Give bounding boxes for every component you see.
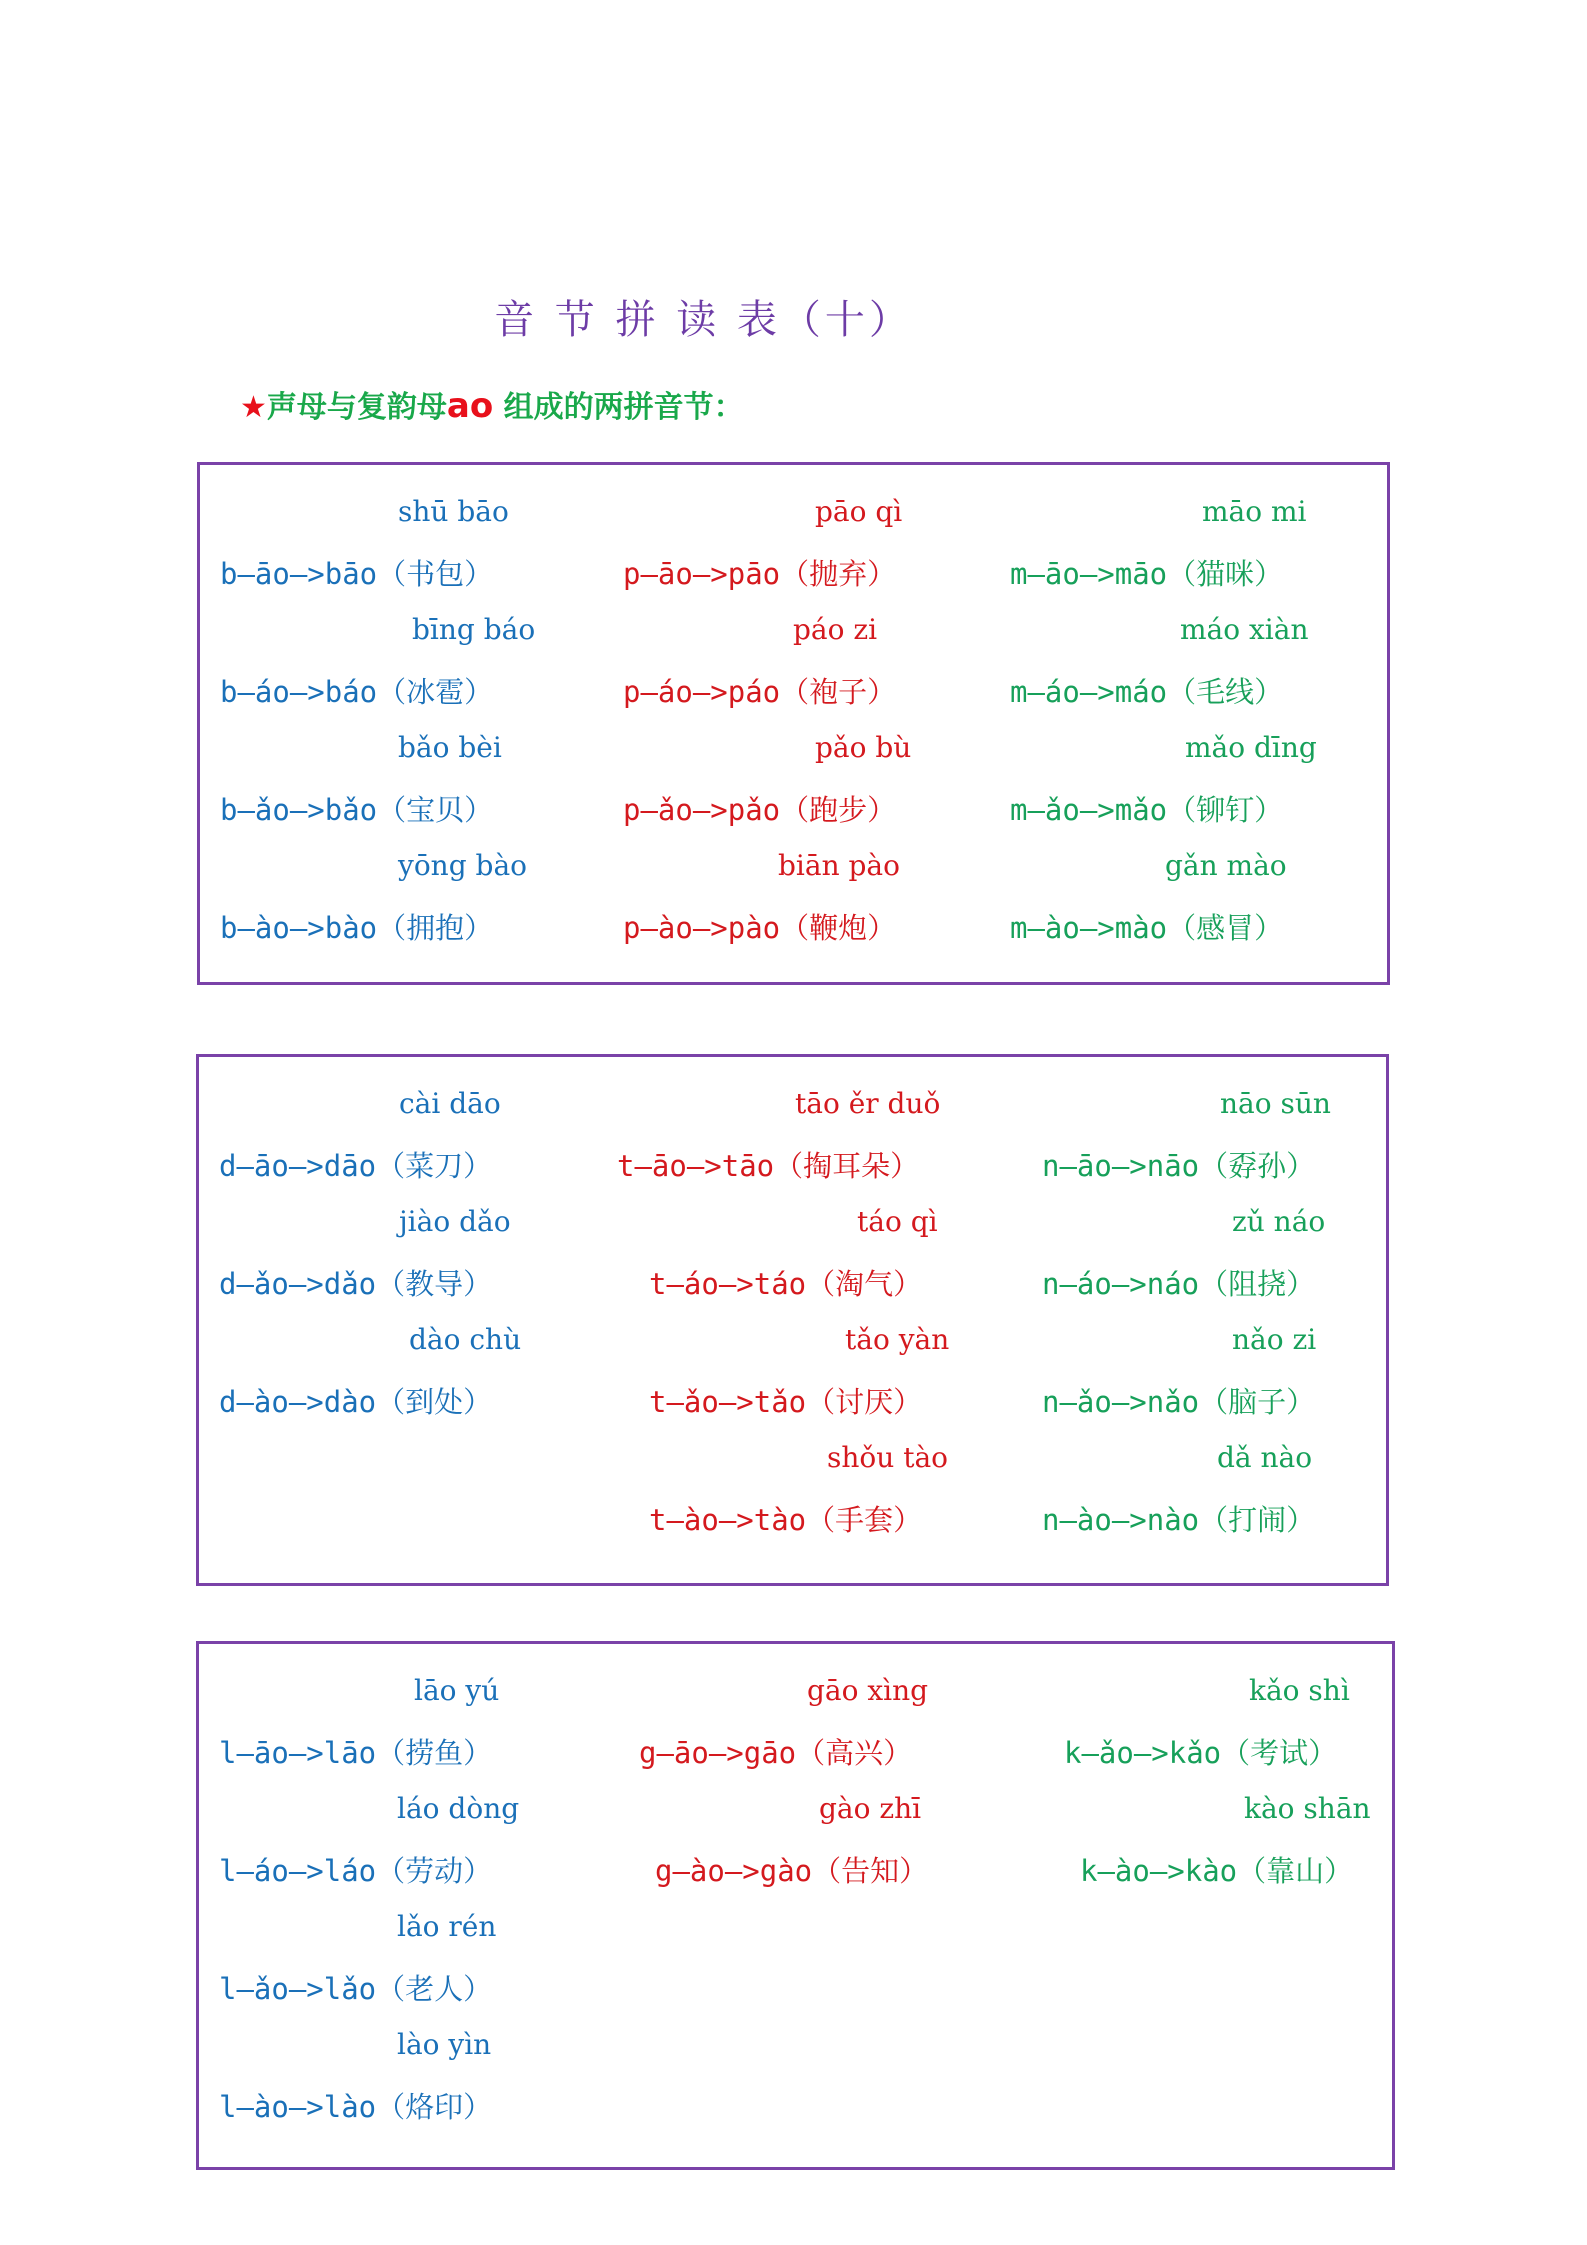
spelling-line: p—ào—>pào（鞭炮）	[623, 911, 897, 945]
pinyin-line: gào zhī	[819, 1792, 922, 1825]
spelling-line: g—āo—>gāo（高兴）	[639, 1736, 913, 1770]
pinyin-line: māo mi	[1202, 495, 1307, 528]
pinyin-line: shǒu tào	[827, 1441, 948, 1474]
syllable-table-2	[196, 1054, 1389, 1586]
spelling-line: m—áo—>máo（毛线）	[1010, 675, 1284, 709]
spelling-line: p—áo—>páo（袍子）	[623, 675, 897, 709]
pinyin-line: bīng báo	[412, 613, 536, 646]
spelling-line: t—ào—>tào（手套）	[649, 1503, 923, 1537]
spelling-line: t—áo—>táo（淘气）	[649, 1267, 923, 1301]
pinyin-line: dǎ nào	[1217, 1441, 1313, 1474]
pinyin-line: táo qì	[857, 1205, 938, 1238]
spelling-line: l—áo—>láo（劳动）	[219, 1854, 493, 1888]
subtitle-prefix: 声母与复韵母	[266, 390, 447, 425]
pinyin-line: zǔ náo	[1232, 1205, 1326, 1238]
spelling-line: n—ǎo—>nǎo（脑子）	[1042, 1385, 1316, 1419]
pinyin-line: kào shān	[1244, 1792, 1371, 1825]
spelling-line: d—āo—>dāo（菜刀）	[219, 1149, 493, 1183]
pinyin-line: gāo xìng	[807, 1674, 929, 1707]
page-title: 音 节 拼 读 表（十）	[494, 297, 913, 343]
spelling-line: n—áo—>náo（阻挠）	[1042, 1267, 1316, 1301]
pinyin-line: jiào dǎo	[399, 1205, 511, 1238]
spelling-line: l—ǎo—>lǎo（老人）	[219, 1972, 493, 2006]
pinyin-line: biān pào	[778, 849, 900, 882]
spelling-line: k—ào—>kào（靠山）	[1080, 1854, 1354, 1888]
spelling-line: n—ào—>nào（打闹）	[1042, 1503, 1316, 1537]
spelling-line: l—ào—>lào（烙印）	[219, 2090, 493, 2124]
spelling-line: m—ào—>mào（感冒）	[1010, 911, 1284, 945]
pinyin-line: dào chù	[409, 1323, 522, 1356]
pinyin-line: mǎo dīng	[1185, 731, 1317, 764]
spelling-line: b—áo—>báo（冰雹）	[220, 675, 494, 709]
pinyin-line: yōng bào	[398, 849, 528, 882]
pinyin-line: tǎo yàn	[845, 1323, 950, 1356]
subtitle-suffix: 组成的两拼音节：	[493, 390, 744, 425]
spelling-line: d—ǎo—>dǎo（教导）	[219, 1267, 493, 1301]
pinyin-line: tāo ěr duǒ	[795, 1087, 941, 1120]
pinyin-line: nāo sūn	[1220, 1087, 1331, 1120]
pinyin-line: pǎo bù	[815, 731, 912, 764]
pinyin-line: lǎo rén	[397, 1910, 497, 1943]
pinyin-line: páo zi	[793, 613, 878, 646]
spelling-line: b—ǎo—>bǎo（宝贝）	[220, 793, 494, 827]
pinyin-line: lāo yú	[414, 1674, 500, 1707]
pinyin-line: gǎn mào	[1165, 849, 1287, 882]
syllable-table-1	[197, 462, 1390, 985]
pinyin-line: máo xiàn	[1180, 613, 1309, 646]
subtitle-ao: ao	[446, 386, 494, 426]
spelling-line: l—āo—>lāo（捞鱼）	[219, 1736, 493, 1770]
star-icon: ★	[240, 390, 267, 425]
spelling-line: k—ǎo—>kǎo（考试）	[1064, 1736, 1338, 1770]
spelling-line: m—ǎo—>mǎo（铆钉）	[1010, 793, 1284, 827]
spelling-line: t—ǎo—>tǎo（讨厌）	[649, 1385, 923, 1419]
spelling-line: b—ào—>bào（拥抱）	[220, 911, 494, 945]
spelling-line: b—āo—>bāo（书包）	[220, 557, 494, 591]
pinyin-line: kǎo shì	[1249, 1674, 1350, 1707]
pinyin-line: shū bāo	[398, 495, 509, 528]
spelling-line: d—ào—>dào（到处）	[219, 1385, 493, 1419]
spelling-line: g—ào—>gào（告知）	[655, 1854, 929, 1888]
syllable-table-3	[196, 1641, 1395, 2170]
spelling-line: m—āo—>māo（猫咪）	[1010, 557, 1284, 591]
pinyin-line: láo dòng	[397, 1792, 520, 1825]
spelling-line: p—ǎo—>pǎo（跑步）	[623, 793, 897, 827]
pinyin-line: bǎo bèi	[398, 731, 502, 764]
spelling-line: p—āo—>pāo（抛弃）	[623, 557, 897, 591]
spelling-line: t—āo—>tāo（掏耳朵）	[617, 1149, 920, 1183]
pinyin-line: lào yìn	[397, 2028, 492, 2061]
spelling-line: n—āo—>nāo（孬孙）	[1042, 1149, 1316, 1183]
pinyin-line: nǎo zi	[1232, 1323, 1317, 1356]
section-subtitle	[240, 382, 744, 426]
pinyin-line: pāo qì	[815, 495, 903, 528]
pinyin-line: cài dāo	[399, 1087, 501, 1120]
